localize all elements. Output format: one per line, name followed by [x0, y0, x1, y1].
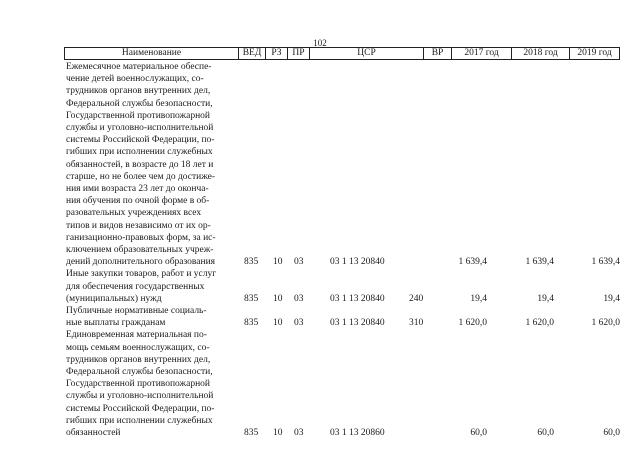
row-2019: 19,4 — [603, 293, 620, 304]
table-body — [64, 61, 620, 439]
row-rz: 10 — [273, 318, 283, 329]
row-rz: 10 — [273, 257, 283, 268]
row-pr: 03 — [294, 293, 304, 304]
table-row — [64, 268, 620, 305]
row-2017: 19,4 — [470, 293, 487, 304]
row-csr: 03 1 13 20840 — [330, 318, 385, 329]
header-name: Наименование — [65, 48, 239, 59]
row-2018: 19,4 — [537, 293, 554, 304]
row-2018: 60,0 — [537, 428, 554, 439]
row-ved: 835 — [244, 293, 259, 304]
row-2017: 1 639,4 — [458, 257, 487, 268]
row-rz: 10 — [273, 428, 283, 439]
header-2018: 2018 год — [512, 48, 570, 59]
row-vr: 240 — [409, 293, 424, 304]
row-name: Единовременная материальная по- мощь семьям военнослужащих, со- трудников органов внутренних дел, Федеральной службы безопасности, Государственной противопожарной службы и уголовно-исполнительной системы Российской Федерации, по- гибших при исполнении служебных обязанностей — [66, 330, 215, 439]
row-2018: 1 639,4 — [525, 257, 554, 268]
row-name: Иные закупки товаров, работ и услуг для обеспечения государственных (муниципальных) нужд — [66, 269, 217, 304]
row-ved: 835 — [244, 257, 259, 268]
row-ved: 835 — [244, 428, 259, 439]
row-rz: 10 — [273, 293, 283, 304]
header-csr: ЦСР — [310, 48, 424, 59]
table-row — [64, 61, 620, 268]
page-number: 102 — [313, 38, 327, 48]
header-2019: 2019 год — [577, 47, 612, 58]
header-vr: ВР — [424, 48, 452, 59]
row-2018: 1 620,0 — [525, 318, 554, 329]
row-csr: 03 1 13 20860 — [330, 428, 385, 439]
table-row — [64, 329, 620, 439]
row-csr: 03 1 13 20840 — [330, 293, 385, 304]
table-row — [64, 305, 620, 329]
row-pr: 03 — [294, 257, 304, 268]
row-ved: 835 — [244, 318, 259, 329]
row-name: Публичные нормативные социаль- ные выплаты гражданам — [66, 306, 207, 329]
row-pr: 03 — [294, 428, 304, 439]
header-pr: ПР — [288, 48, 310, 59]
header-2017: 2017 год — [452, 48, 512, 59]
row-2019: 1 620,0 — [591, 318, 620, 329]
row-csr: 03 1 13 20840 — [330, 257, 385, 268]
row-2019: 60,0 — [603, 428, 620, 439]
row-vr: 310 — [409, 318, 424, 329]
row-2019: 1 639,4 — [591, 257, 620, 268]
header-rz: РЗ — [266, 48, 288, 59]
table-header — [64, 47, 620, 60]
row-2017: 1 620,0 — [458, 318, 487, 329]
header-ved: ВЕД — [239, 48, 266, 59]
row-2017: 60,0 — [470, 428, 487, 439]
row-name: Ежемесячное материальное обеспе- чение детей военнослужащих, со- трудников органов внутренних дел, Федеральной службы безопасности, Государственной противопожарной службы и уголовно-исполнительной системы Российской Федерации, по- гибших при исполнении служебных обязанностей, в возрасте до 18 лет и старше, но не более чем до достиже- ния ими возраста 23 лет до оконча- ния обучения по очной форме в об- разовательных учреждениях всех типов и видов независимо от их ор- ганизационно-правовых форм, за ис- ключением образовательных учреж- дений дополнительного образования — [66, 62, 216, 268]
row-pr: 03 — [294, 318, 304, 329]
